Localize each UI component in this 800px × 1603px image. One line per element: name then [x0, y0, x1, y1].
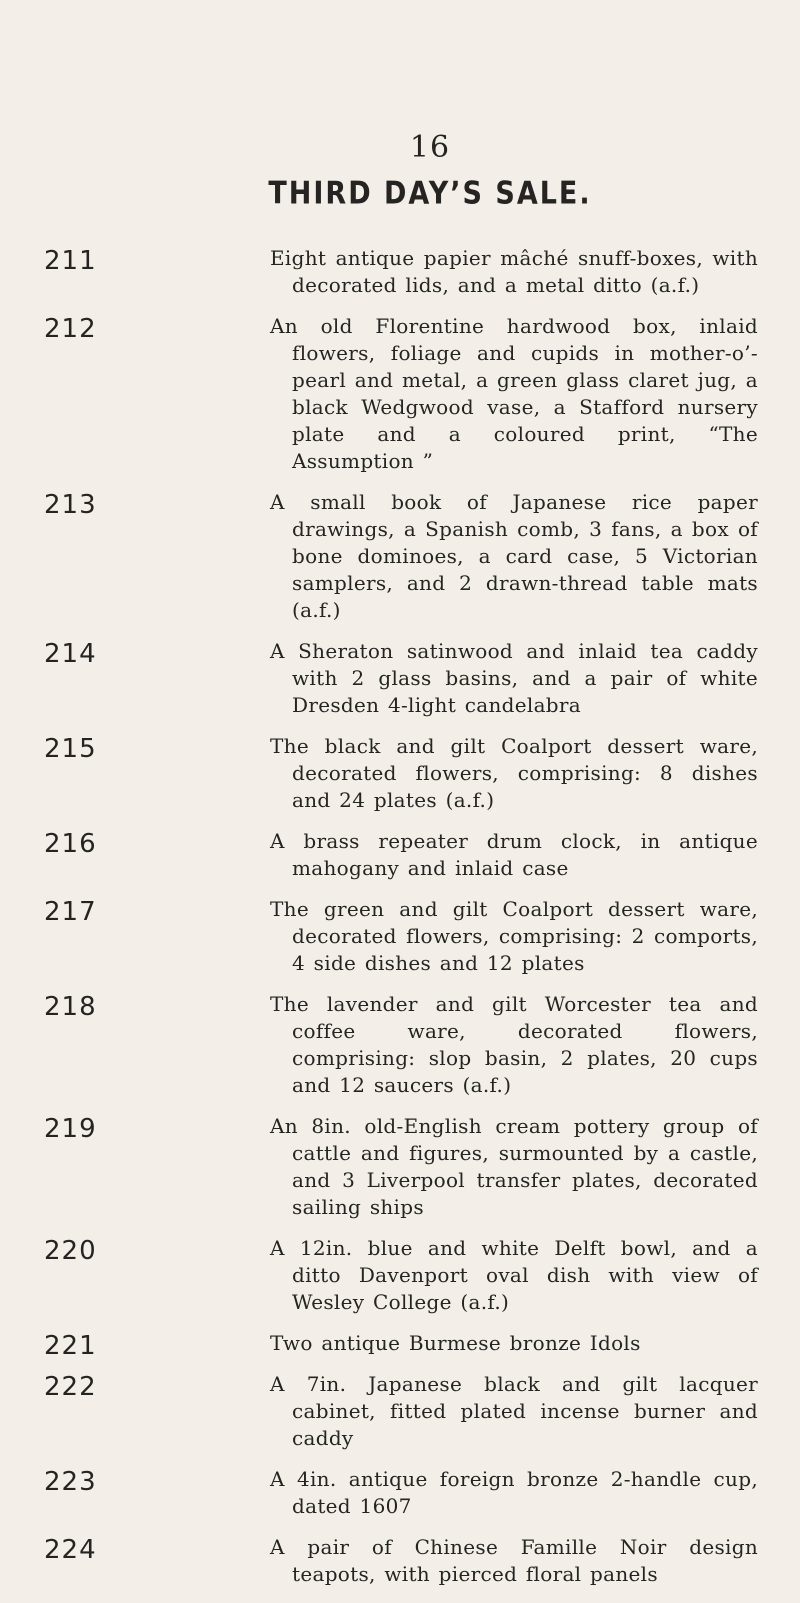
lot-entry [0, 897, 800, 978]
lot-entry [0, 1535, 800, 1589]
lot-description: The green and gilt Coalport dessert ware, decorated flowers, comprising: 2 comports, 4 side dishes and 12 plates [270, 897, 758, 975]
lot-entry [0, 1331, 800, 1361]
lot-description: Eight antique papier mâché snuff-boxes, with decorated lids, and a metal ditto (a.f.) [270, 246, 758, 297]
lot-number: 212 [44, 314, 97, 344]
lot-entry [0, 734, 800, 815]
lot-number: 215 [44, 734, 97, 764]
lot-description: A Sheraton satinwood and inlaid tea caddy with 2 glass basins, and a pair of white Dresden 4-light candelabra [270, 639, 758, 717]
lot-entry [0, 314, 800, 476]
lot-number: 211 [44, 246, 97, 276]
lot-entry [0, 1114, 800, 1222]
lot-number: 214 [44, 639, 97, 669]
page-number: 16 [409, 130, 451, 165]
lot-number: 217 [44, 897, 97, 927]
lot-entry [0, 490, 800, 625]
lot-description: The black and gilt Coalport dessert ware, decorated flowers, comprising: 8 dishes and 24 plates (a.f.) [270, 734, 758, 812]
lot-description: The lavender and gilt Worcester tea and coffee ware, decorated flowers, comprising: slop basin, 2 plates, 20 cups and 12 saucers (a.f.) [270, 992, 758, 1097]
lot-description: An 8in. old-English cream pottery group of cattle and figures, surmounted by a castle, and 3 Liverpool transfer plates, decorated sailing ships [270, 1114, 758, 1219]
lot-description: A pair of Chinese Famille Noir design teapots, with pierced floral panels [270, 1535, 758, 1586]
lot-number: 216 [44, 829, 97, 859]
lot-entry [0, 1236, 800, 1317]
lot-number: 213 [44, 490, 97, 520]
lot-number: 221 [44, 1331, 97, 1361]
lot-description: A 12in. blue and white Delft bowl, and a ditto Davenport oval dish with view of Wesley College (a.f.) [270, 1236, 758, 1314]
lot-number: 220 [44, 1236, 97, 1266]
lot-number: 224 [44, 1535, 97, 1565]
lot-number: 219 [44, 1114, 97, 1144]
lot-entry [0, 992, 800, 1100]
lot-number: 218 [44, 992, 97, 1022]
lot-number: 223 [44, 1467, 97, 1497]
lot-number: 222 [44, 1372, 97, 1402]
lot-list [0, 246, 800, 1603]
lot-description: A 4in. antique foreign bronze 2-handle cup, dated 1607 [270, 1467, 758, 1518]
lot-entry [0, 639, 800, 720]
lot-description: A small book of Japanese rice paper drawings, a Spanish comb, 3 fans, a box of bone dominoes, a card case, 5 Victorian samplers, and 2 drawn-thread table mats (a.f.) [270, 490, 758, 622]
lot-description: A 7in. Japanese black and gilt lacquer cabinet, fitted plated incense burner and caddy [270, 1372, 758, 1450]
lot-entry [0, 246, 800, 300]
sale-title: THIRD DAY’S SALE. [268, 175, 592, 212]
lot-description: Two antique Burmese bronze Idols [270, 1331, 641, 1355]
lot-description: An old Florentine hardwood box, inlaid flowers, foliage and cupids in mother-o’-pearl and metal, a green glass claret jug, a black Wedgwood vase, a Stafford nursery plate and a coloured print, “The Assumption ” [270, 314, 758, 473]
lot-entry [0, 1467, 800, 1521]
lot-description: A brass repeater drum clock, in antique mahogany and inlaid case [270, 829, 758, 880]
lot-entry [0, 1372, 800, 1453]
lot-entry [0, 829, 800, 883]
